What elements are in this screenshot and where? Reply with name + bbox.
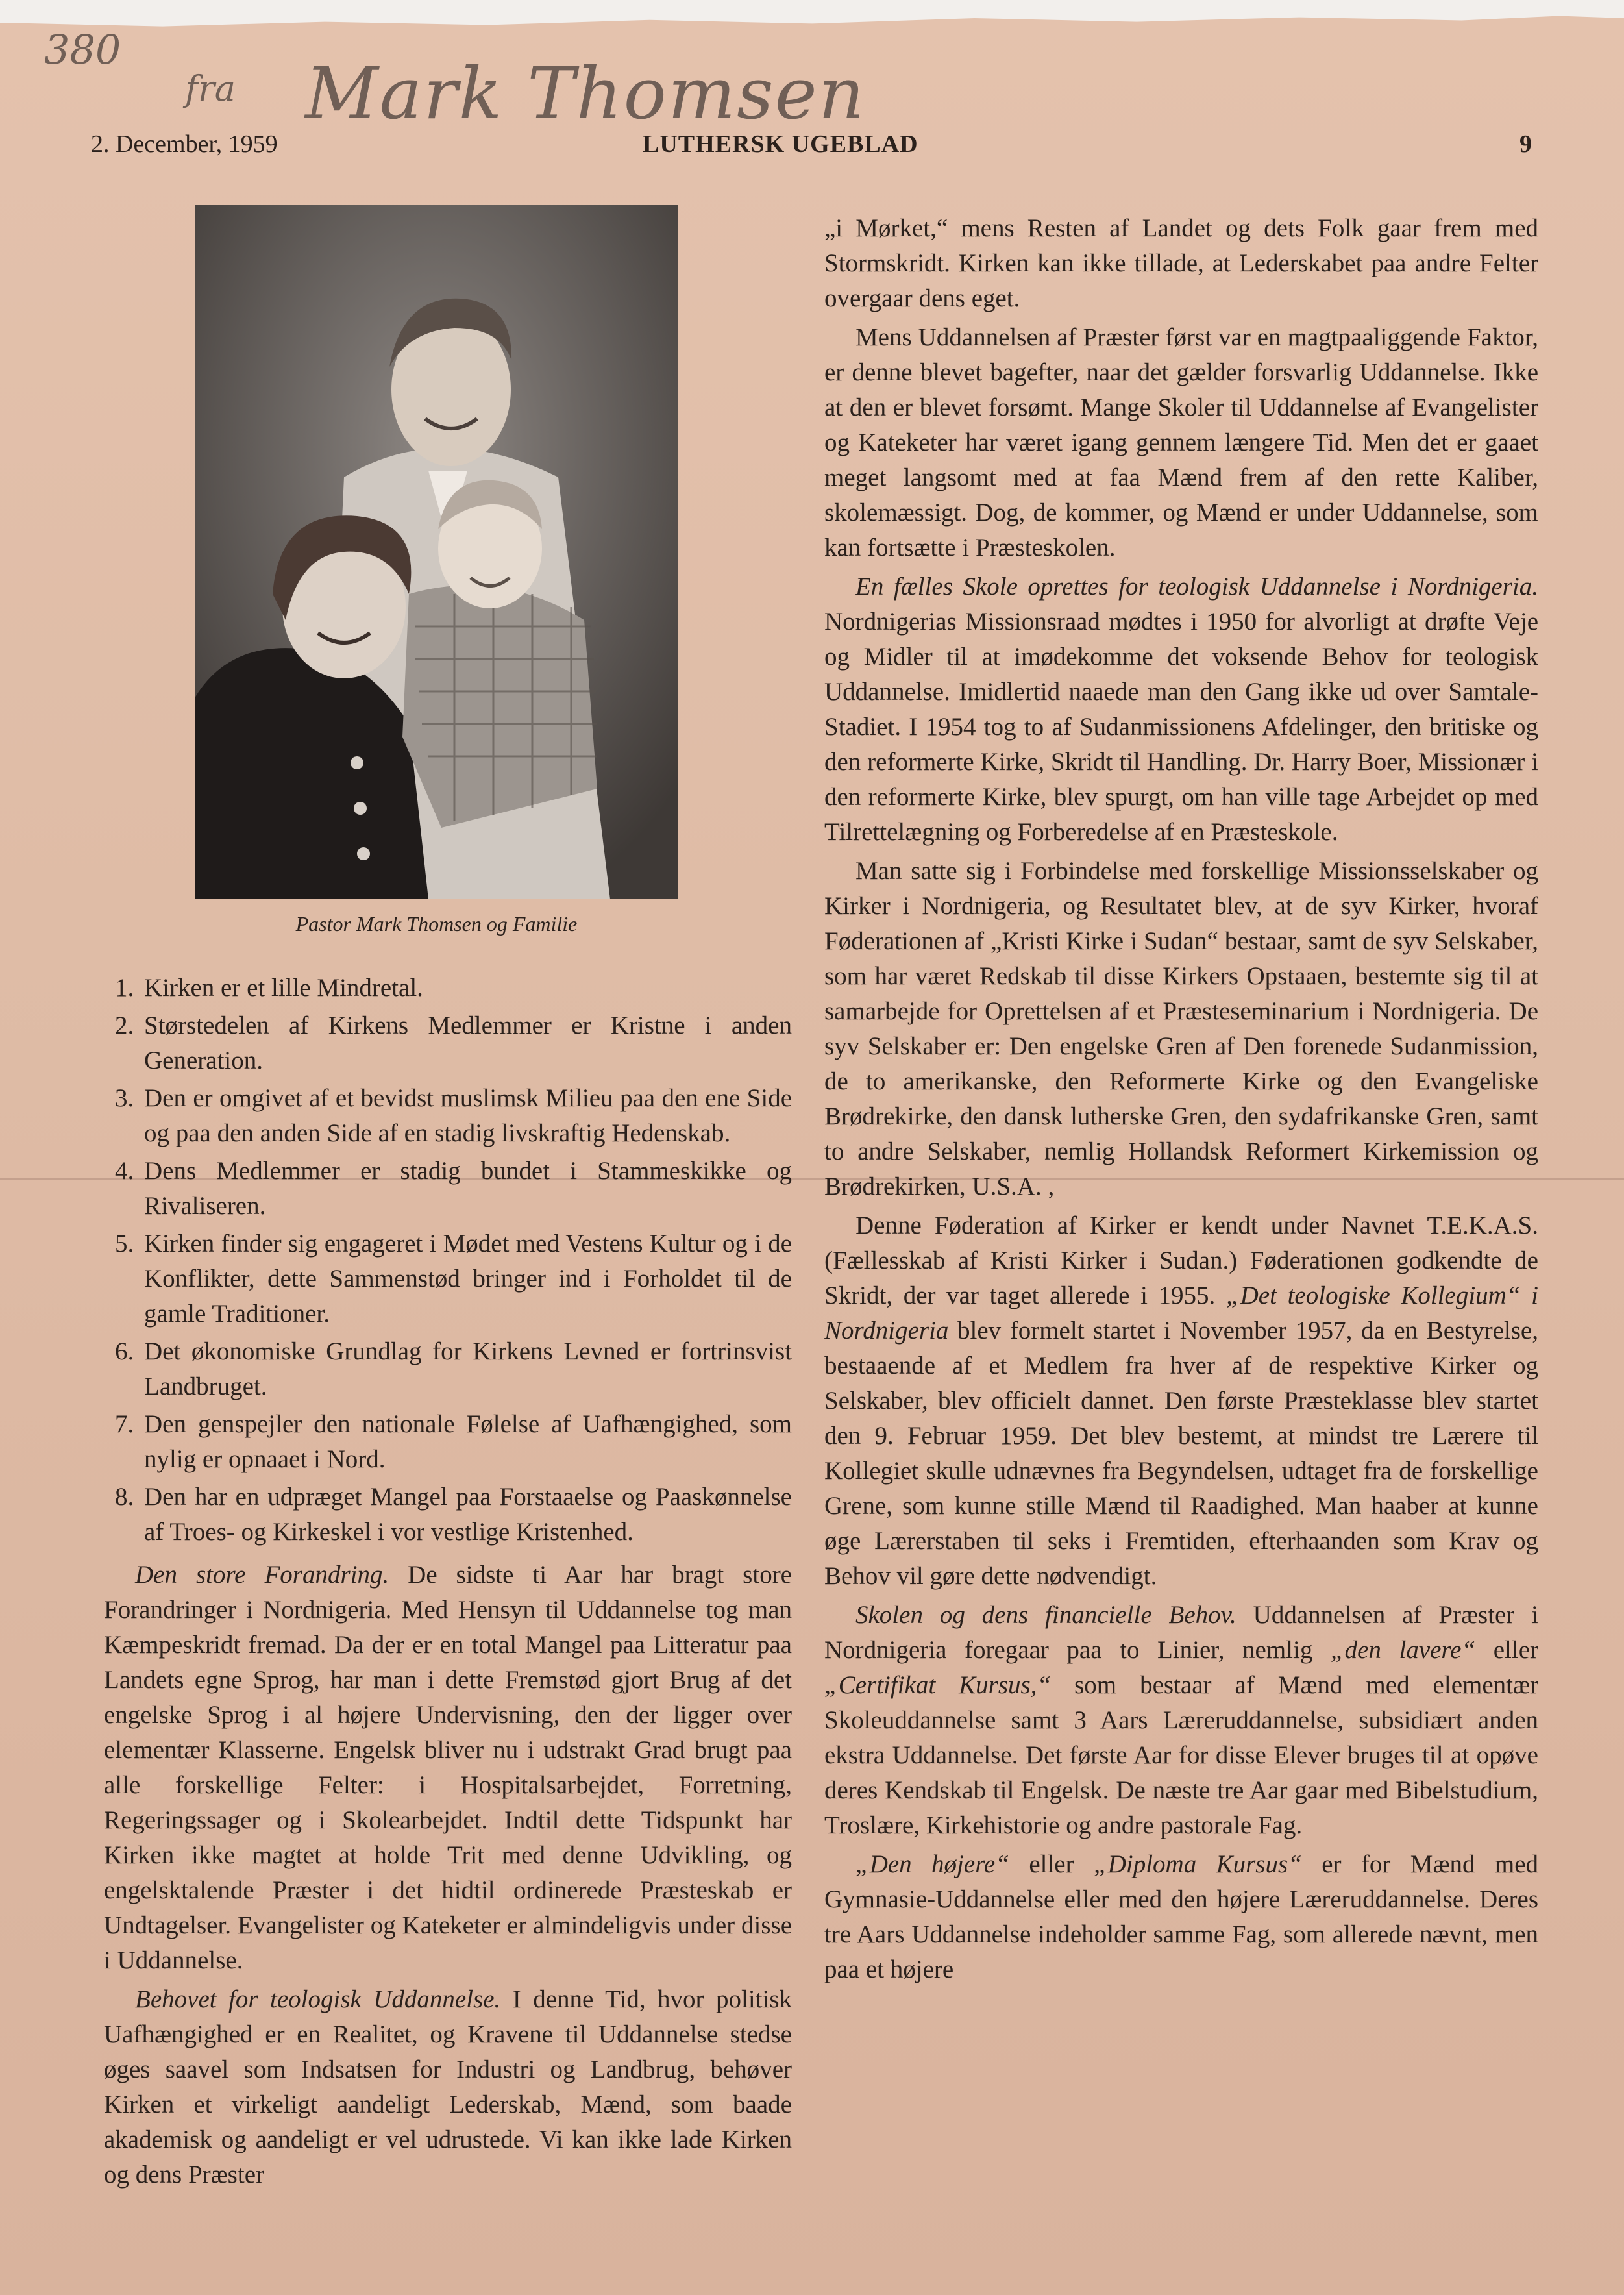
handwritten-number: 380 (44, 26, 121, 73)
paragraph (824, 1847, 1538, 1987)
list-item: 3. Den er omgivet af et bevidst muslimsk Milieu paa den ene Side og paa den anden Side af en stadig livskraftig Hedenskab. (140, 1081, 792, 1151)
publication-title: LUTHERSK UGEBLAD (643, 130, 918, 158)
paragraph-text: er for Mænd med Gymnasie-Uddannelse eller med den højere Læreruddannelse. Deres tre Aars Uddannelse indeholder samme Fag, som allerede nævnt, men paa et højere (824, 1850, 1538, 1983)
section-heading: Den store Forandring. (135, 1561, 389, 1589)
italic-phrase: „Diploma Kursus“ (1094, 1850, 1302, 1878)
section-heading: Behovet for teologisk Uddannelse. (135, 1985, 501, 2013)
section-heading: Skolen og dens financielle Behov. (855, 1601, 1236, 1629)
photo-caption: Pastor Mark Thomsen og Familie (295, 912, 578, 936)
list-item: 7. Den genspejler den nationale Følelse af Uafhængighed, som nylig er opnaaet i Nord. (140, 1407, 792, 1477)
italic-phrase: „Certifikat Kursus,“ (824, 1671, 1052, 1699)
paragraph (824, 1598, 1538, 1843)
paragraph-text: eller (1009, 1850, 1094, 1878)
section-heading: En fælles Skole oprettes for teologisk Uddannelse i Nordnigeria. (855, 573, 1538, 601)
page-number: 9 (1519, 130, 1532, 158)
paragraph-text: Nordnigerias Missionsraad mødtes i 1950 for alvorligt at drøfte Veje og Midler til at imødekomme det voksende Behov for teologisk Uddannelse. Imidlertid naaede man den Gang ikke ud over Samtale-Stadiet. I 1954 tog to af Sudanmissionens Afdelinger, den britiske og den reformerte Kirke, Skridt til Handling. Dr. Harry Boer, Missionær i den reformerte Kirke, blev spurgt, om han ville tage Arbejdet op med Tilrettelægning og Forberedelse af en Præsteskole. (824, 608, 1538, 846)
paragraph-text: I denne Tid, hvor politisk Uafhængighed er en Realitet, og Kravene til Uddannelse stedse øges saavel som Indsatsen for Industri og Landbrug, behøver Kirken et virkeligt aandeligt Lederskab, Mænd, som baade akademisk og aandeligt er vel udrustede. Vi kan ikke lade Kirken og dens Præster (104, 1985, 793, 2189)
right-column (824, 211, 1538, 1991)
paragraph: „i Mørket,“ mens Resten af Landet og dets Folk gaar frem med Stormskridt. Kirken kan ikke tillade, at Lederskabet paa andre Felter overgaar dens eget. (824, 214, 1538, 312)
list-item: 6. Det økonomiske Grundlag for Kirkens Levned er fortrinsvist Landbruget. (140, 1334, 792, 1404)
family-photo-illustration (195, 205, 678, 899)
paragraph (824, 569, 1538, 850)
list-item: 1. Kirken er et lille Mindretal. (140, 971, 792, 1006)
paragraph-text: Denne Føderation af Kirker er kendt under Navnet T.E.K.A.S. (Fællesskab af Kristi Kirker i Sudan.) Føderationen godkendte de Skridt, der var taget allerede i 1955. (824, 1211, 1538, 1309)
issue-date: 2. December, 1959 (91, 130, 278, 158)
paragraph-text: eller (1475, 1636, 1539, 1664)
paragraph (104, 1982, 792, 2192)
handwritten-from: fra (185, 68, 236, 109)
left-column (104, 971, 792, 2196)
italic-phrase: „den lavere“ (1330, 1636, 1476, 1664)
italic-phrase: „Det teologiske Kollegium“ i Nordnigeria (824, 1282, 1539, 1345)
masthead (91, 130, 1532, 175)
list-item: 4. Dens Medlemmer er stadig bundet i Stammeskikke og Rivaliseren. (140, 1154, 792, 1224)
numbered-list (104, 971, 792, 1550)
paragraph-text: Uddannelsen af Præster i Nordnigeria foregaar paa to Linier, nemlig (824, 1601, 1538, 1664)
list-item: 8. Den har en udpræget Mangel paa Forstaaelse og Paaskønnelse af Troes- og Kirkeskel i vor vestlige Kristenhed. (140, 1480, 792, 1550)
italic-phrase: „Den højere“ (855, 1850, 1009, 1878)
paragraph: Man satte sig i Forbindelse med forskellige Missionsselskaber og Kirker i Nordnigeria, og Resultatet blev, at de syv Kirker, hvoraf Føderationen af „Kristi Kirke i Sudan“ bestaar, samt de syv Selskaber, som har været Redskab til disse Kirkers Opstaaen, bestemte sig til at samarbejde for Oprettelsen af et Præsteseminarium i Nordnigeria. De syv Selskaber er: Den engelske Gren af Den forenede Sudanmission, de to amerikanske, den Reformerte Kirke og den Evangeliske Brødrekirke, den dansk lutherske Gren, den sydafrikanske Gren, samt to andre Selskaber, nemlig Hollandsk Reformert Kirkemission og Brødrekirken, U.S.A. , (824, 857, 1538, 1200)
paragraph: Mens Uddannelsen af Præster først var en magtpaaliggende Faktor, er denne blevet bagefter, naar det gælder forsvarlig Uddannelse. Ikke at den er blevet forsømt. Mange Skoler til Uddannelse af Evangelister og Kateketer har været igang gennem længere Tid. Men det er gaaet meget langsomt med at faa Mænd frem af den rette Kaliber, skolemæssigt. Dog, de kommer, og Mænd er under Uddannelse, som kan fortsætte i Præsteskolen. (824, 323, 1538, 562)
paragraph (104, 1557, 792, 1978)
paragraph-text: De sidste ti Aar har bragt store Forandringer i Nordnigeria. Med Hensyn til Uddannelse tog man Kæmpeskridt fremad. Da der er en total Mangel paa Litteratur paa Landets egne Sprog, har man i dette Fremstød gjort Brug af det engelske Sprog i al højere Undervisning, den der ligger over elementær Klasserne. Engelsk bliver nu i udstrakt Grad brugt paa alle forskellige Felter: i Hospitalsarbejdet, Forretning, Regeringssager og i Skolearbejdet. Indtil dette Tidspunkt har Kirken ikke magtet at holde Trit med denne Udvikling, og engelsktalende Præster i det hidtil ordinerede Præsteskab er Undtagelser. Evangelister og Kateketer er almindeligvis under disse i Uddannelse. (104, 1561, 792, 1974)
paragraph-text: som bestaar af Mænd med elementær Skoleuddannelse samt 3 Aars Læreruddannelse, subsidiært anden ekstra Uddannelse. Det første Aar for disse Elever bruges til at opøve deres Kendskab til Engelsk. De næste tre Aar gaar med Bibelstudium, Troslære, Kirkehistorie og andre pastorale Fag. (824, 1671, 1538, 1839)
torn-top-edge (0, 0, 1624, 45)
list-item: 2. Størstedelen af Kirkens Medlemmer er Kristne i anden Generation. (140, 1008, 792, 1078)
paragraph-text: blev formelt startet i November 1957, da en Bestyrelse, bestaaende af et Medlem fra hver af de respektive Kirker og Selskaber, blev officielt dannet. Den første Præsteklasse blev startet den 9. Februar 1959. Det blev bestemt, at mindst tre Lærere til Kollegiet skulle udnævnes fra Begyndelsen, udtaget fra de forskellige Grene, som kunne stille Mænd til Raadighed. Man haaber at kunne øge Lærerstaben til seks i Fremtiden, efterhaanden som Krav og Behov vil gøre dette nødvendigt. (824, 1317, 1538, 1590)
paragraph (824, 1208, 1538, 1594)
family-photo (195, 205, 678, 899)
list-item: 5. Kirken finder sig engageret i Mødet med Vestens Kultur og i de Konflikter, dette Sammenstød bringer ind i Forholdet til de gamle Traditioner. (140, 1226, 792, 1332)
handwritten-name: Mark Thomsen (305, 52, 866, 135)
